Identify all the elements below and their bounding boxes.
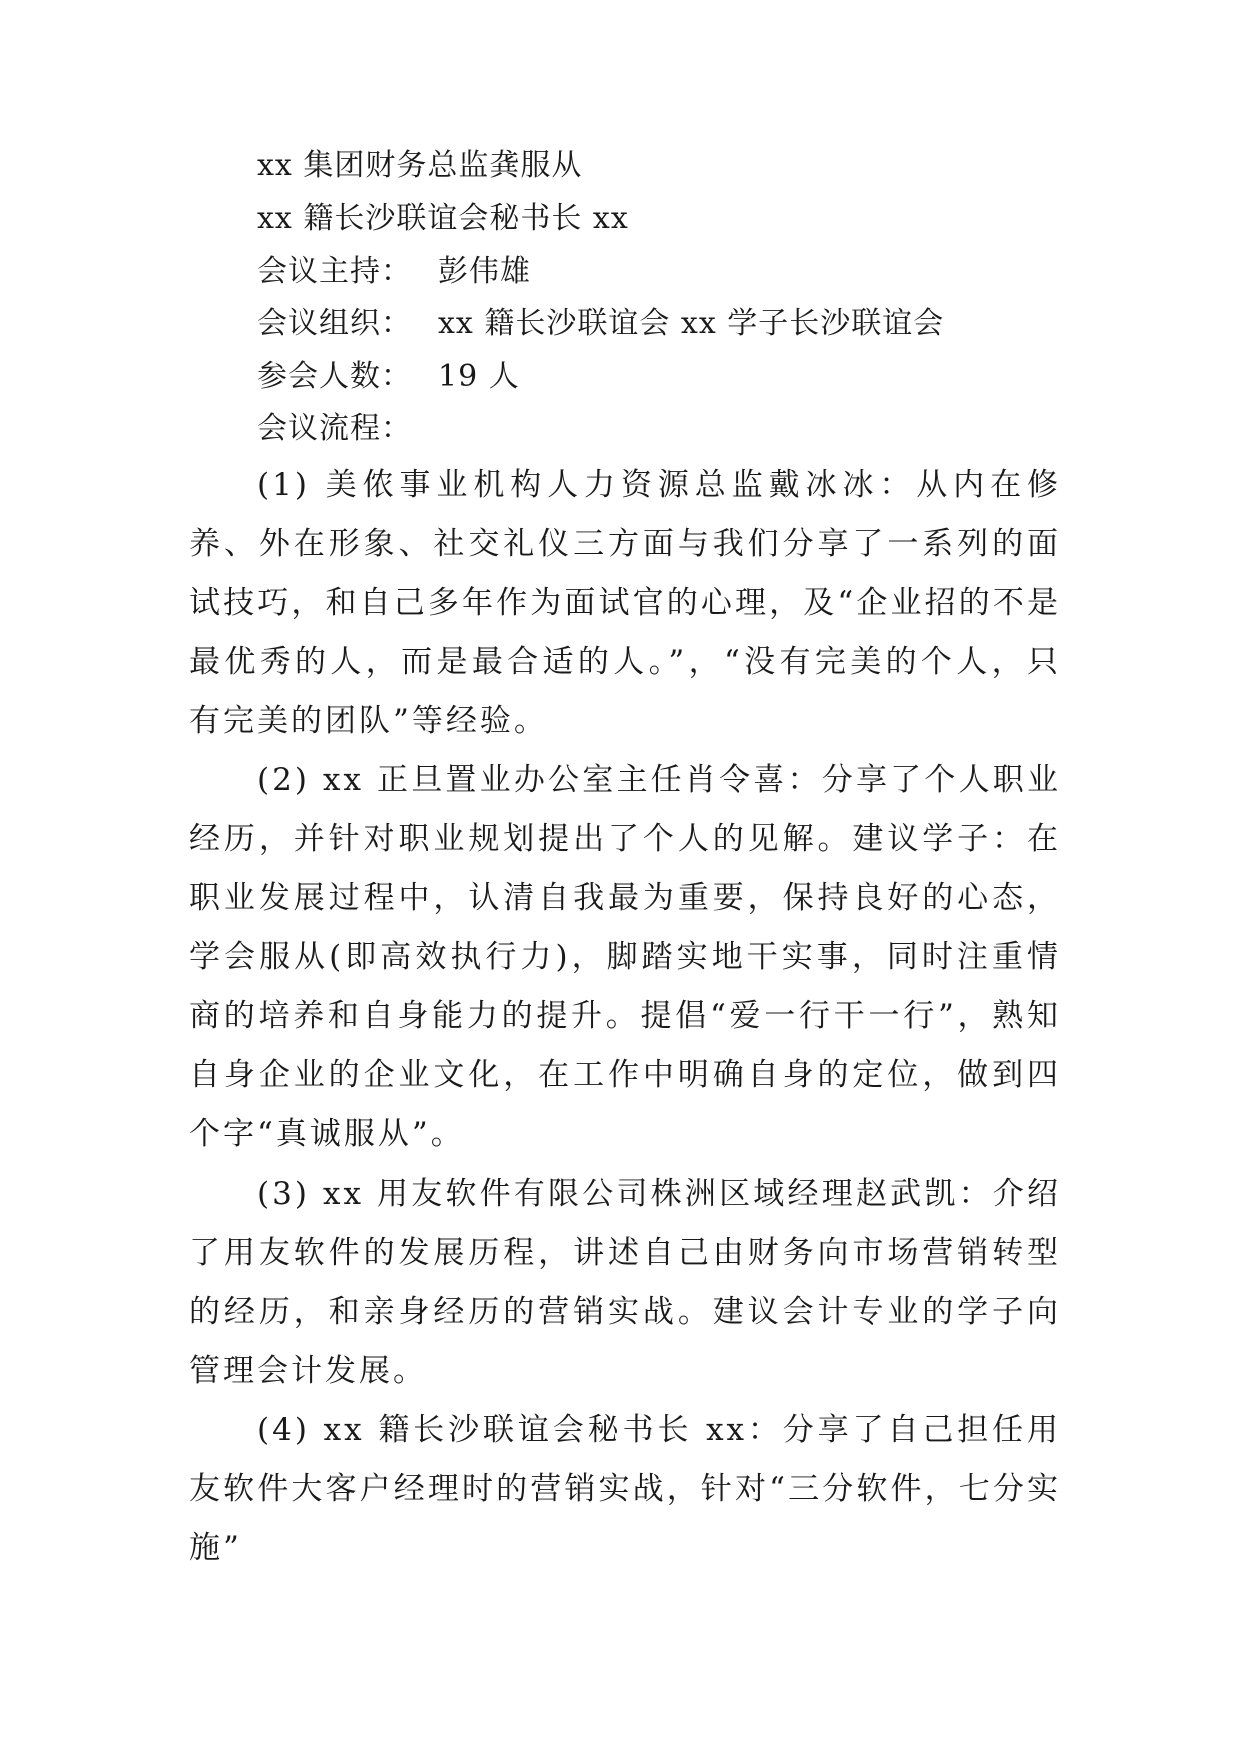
attendee-line-cfo — [257, 146, 582, 186]
meeting-organizer-label: 会议组织： — [257, 306, 412, 341]
process-item-3: (3) xx 用友软件有限公司株洲区域经理赵武凯：介绍了用友软件的发展历程，讲述自己由财务向市场营销转型的经历，和亲身经历的营销实战。建议会计专业的学子向管理会计发展。 — [189, 1176, 1061, 1389]
meeting-process-label: 会议流程： — [257, 411, 412, 446]
meeting-host-value: 彭伟雄 — [438, 254, 531, 289]
process-item-1: (1) 美侬事业机构人力资源总监戴冰冰：从内在修养、外在形象、社交礼仪三方面与我们分享了一系列的面试技巧，和自己多年作为面试官的心理，及“企业招的不是最优秀的人，而是最合适的人。”，“没有完美的个人，只有完美的团队”等经验。 — [189, 467, 1061, 739]
meeting-organizer-value: xx 籍长沙联谊会 xx 学子长沙联谊会 — [438, 306, 945, 341]
meeting-host-line — [257, 252, 531, 292]
meeting-host-label: 会议主持： — [257, 254, 412, 289]
meeting-organizer-line — [257, 304, 944, 344]
process-item-2: (2) xx 正旦置业办公室主任肖令喜：分享了个人职业经历，并针对职业规划提出了个人的见解。建议学子：在职业发展过程中，认清自我最为重要，保持良好的心态，学会服从(即高效执行力)，脚踏实地干实事，同时注重情商的培养和自身能力的提升。提倡“爱一行干一行”，熟知自身企业的企业文化，在工作中明确自身的定位，做到四个字“真诚服从”。 — [189, 762, 1061, 1152]
meeting-attendees-value: 19 人 — [438, 359, 520, 394]
meeting-process-line — [257, 409, 412, 449]
attendee-secretary-text: xx 籍长沙联谊会秘书长 xx — [257, 201, 629, 236]
meeting-attendees-line — [257, 357, 520, 397]
attendee-cfo-text: xx 集团财务总监龚服从 — [257, 148, 583, 183]
process-item-4: (4) xx 籍长沙联谊会秘书长 xx：分享了自己担任用友软件大客户经理时的营销实战，针对“三分软件，七分实施” — [189, 1412, 1061, 1566]
attendee-line-secretary — [257, 199, 629, 239]
meeting-attendees-label: 参会人数： — [257, 359, 412, 394]
